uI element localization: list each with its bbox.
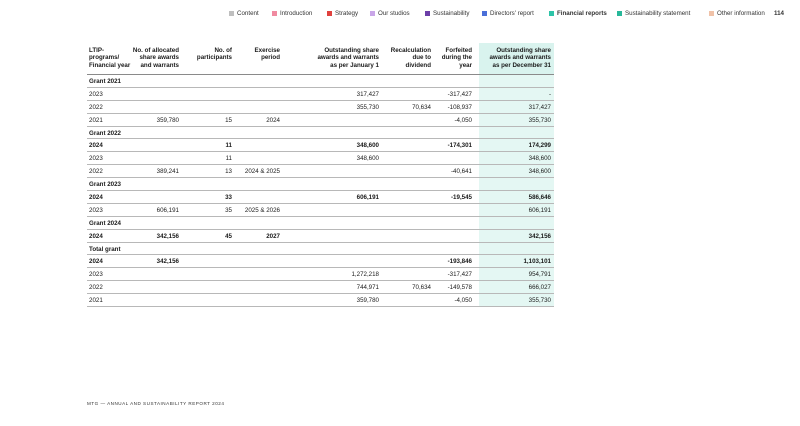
cell-exercise-period: 2024 & 2025 [244, 168, 280, 176]
header-exercise-period: Exercise period [254, 47, 280, 62]
cell-outstanding-dec: 586,646 [528, 194, 551, 202]
nav-color-swatch-icon [272, 11, 277, 16]
cell-outstanding-dec: - [548, 90, 551, 98]
cell-forfeited: -174,301 [447, 142, 472, 150]
cell-outstanding-dec: 666,027 [528, 284, 551, 292]
table-row [87, 152, 554, 165]
nav-item-label: Other information [717, 10, 765, 17]
cell-participants: 35 [225, 206, 232, 214]
cell-program-year: 2021 [89, 116, 103, 124]
cell-participants: 11 [225, 155, 232, 163]
table-row [87, 165, 554, 178]
table-row [87, 255, 554, 268]
cell-allocated: 342,156 [156, 258, 179, 266]
cell-outstanding-dec: 355,730 [528, 116, 551, 124]
december-column-highlight [479, 88, 554, 100]
nav-color-swatch-icon [709, 11, 714, 16]
ltip-table [87, 43, 554, 307]
table-row [87, 204, 554, 217]
table-body [87, 75, 554, 307]
cell-outstanding-dec: 174,299 [528, 142, 551, 150]
cell-outstanding-jan: 355,730 [356, 103, 379, 111]
cell-participants: 45 [225, 232, 232, 240]
cell-outstanding-jan: 1,272,218 [351, 271, 379, 279]
nav-item-other-information[interactable] [709, 10, 765, 17]
cell-outstanding-jan: 606,191 [356, 194, 379, 202]
table-group-header [87, 178, 554, 191]
table-row [87, 191, 554, 204]
december-column-highlight [479, 217, 554, 229]
cell-outstanding-dec: 317,427 [528, 103, 551, 111]
cell-program-year: Grant 2021 [89, 78, 121, 85]
header-forfeited: Forfeited during the year [441, 47, 472, 69]
table-row [87, 114, 554, 127]
cell-outstanding-jan: 317,427 [356, 90, 379, 98]
cell-forfeited: -19,545 [451, 194, 472, 202]
cell-program-year: 2024 [89, 258, 103, 266]
table-header-row [87, 43, 554, 75]
nav-item-label: Introduction [280, 10, 313, 17]
cell-program-year: Grant 2023 [89, 181, 121, 189]
nav-item-label: Directors' report [490, 10, 534, 17]
cell-program-year: 2024 [89, 142, 103, 150]
table-row [87, 139, 554, 152]
nav-color-swatch-icon [617, 11, 622, 16]
page-number: 114 [774, 10, 784, 17]
nav-color-swatch-icon [482, 11, 487, 16]
table-group-header [87, 75, 554, 88]
nav-color-swatch-icon [370, 11, 375, 16]
nav-item-sustainability-statement[interactable] [617, 10, 690, 17]
nav-item-directors-report[interactable] [482, 10, 534, 17]
cell-exercise-period: 2027 [266, 232, 280, 240]
cell-outstanding-dec: 954,791 [528, 271, 551, 279]
nav-item-label: Strategy [335, 10, 359, 17]
nav-item-our-studios[interactable] [370, 10, 410, 17]
cell-program-year: 2021 [89, 297, 103, 305]
cell-program-year: 2023 [89, 90, 103, 98]
nav-item-label: Financial reports [557, 10, 607, 17]
cell-program-year: 2024 [89, 194, 103, 202]
nav-item-strategy[interactable] [327, 10, 358, 17]
cell-program-year: Grant 2024 [89, 219, 121, 227]
table-row [87, 281, 554, 294]
nav-item-introduction[interactable] [272, 10, 312, 17]
cell-forfeited: -317,427 [447, 90, 472, 98]
nav-color-swatch-icon [549, 11, 554, 16]
cell-allocated: 359,780 [156, 116, 179, 124]
footer-text: MTG — ANNUAL AND SUSTAINABILITY REPORT 2024 [87, 401, 225, 406]
cell-outstanding-dec: 606,191 [528, 206, 551, 214]
cell-participants: 13 [225, 168, 232, 176]
cell-outstanding-dec: 1,103,101 [523, 258, 551, 266]
cell-forfeited: -4,050 [454, 116, 472, 124]
cell-forfeited: -149,578 [447, 284, 472, 292]
cell-outstanding-dec: 342,156 [528, 232, 551, 240]
table-row [87, 268, 554, 281]
nav-color-swatch-icon [425, 11, 430, 16]
cell-recalculation: 70,634 [412, 103, 431, 111]
top-navigation [0, 10, 800, 20]
cell-outstanding-dec: 348,600 [528, 155, 551, 163]
nav-item-financial-reports[interactable] [549, 10, 607, 17]
cell-outstanding-dec: 348,600 [528, 168, 551, 176]
cell-program-year: Total grant [89, 245, 121, 253]
header-outstanding-dec: Outstanding share awards and warrants as per December 31 [489, 47, 551, 69]
cell-outstanding-dec: 355,730 [528, 297, 551, 305]
december-column-highlight [479, 178, 554, 190]
december-column-highlight [479, 243, 554, 255]
table-row [87, 294, 554, 307]
header-outstanding-jan: Outstanding share awards and warrants as per January 1 [317, 47, 379, 69]
cell-program-year: 2024 [89, 232, 103, 240]
cell-allocated: 389,241 [156, 168, 179, 176]
cell-outstanding-jan: 359,780 [356, 297, 379, 305]
nav-item-content[interactable] [229, 10, 259, 17]
cell-allocated: 606,191 [156, 206, 179, 214]
nav-item-label: Our studios [378, 10, 410, 17]
cell-program-year: Grant 2022 [89, 129, 121, 137]
nav-item-label: Sustainability statement [625, 10, 691, 17]
cell-outstanding-jan: 744,971 [356, 284, 379, 292]
table-row [87, 101, 554, 114]
cell-participants: 11 [225, 142, 232, 150]
cell-program-year: 2023 [89, 155, 103, 163]
cell-program-year: 2023 [89, 206, 103, 214]
cell-forfeited: -108,937 [447, 103, 472, 111]
december-column-highlight [479, 75, 554, 87]
nav-item-sustainability[interactable] [425, 10, 469, 17]
cell-program-year: 2023 [89, 271, 103, 279]
cell-exercise-period: 2025 & 2026 [244, 206, 280, 214]
header-participants: No. of participants [196, 47, 232, 62]
header-allocated: No. of allocated share awards and warrants [132, 47, 179, 69]
table-group-header [87, 127, 554, 140]
december-column-highlight [479, 127, 554, 139]
table-row [87, 230, 554, 243]
cell-program-year: 2022 [89, 284, 103, 292]
cell-program-year: 2022 [89, 103, 103, 111]
cell-exercise-period: 2024 [266, 116, 280, 124]
nav-item-label: Sustainability [433, 10, 470, 17]
table-group-header [87, 243, 554, 256]
nav-color-swatch-icon [229, 11, 234, 16]
cell-participants: 33 [225, 194, 232, 202]
header-program-year: LTIP- programs/ Financial year [89, 47, 131, 69]
cell-forfeited: -40,641 [451, 168, 472, 176]
nav-item-label: Content [237, 10, 259, 17]
cell-forfeited: -317,427 [447, 271, 472, 279]
cell-forfeited: -193,846 [447, 258, 472, 266]
cell-forfeited: -4,050 [454, 297, 472, 305]
cell-program-year: 2022 [89, 168, 103, 176]
table-group-header [87, 217, 554, 230]
cell-allocated: 342,156 [156, 232, 179, 240]
nav-color-swatch-icon [327, 11, 332, 16]
cell-outstanding-jan: 348,600 [356, 155, 379, 163]
cell-outstanding-jan: 348,600 [356, 142, 379, 150]
header-recalculation: Recalculation due to dividend [390, 47, 431, 69]
cell-recalculation: 70,634 [412, 284, 431, 292]
cell-participants: 15 [225, 116, 232, 124]
table-row [87, 88, 554, 101]
